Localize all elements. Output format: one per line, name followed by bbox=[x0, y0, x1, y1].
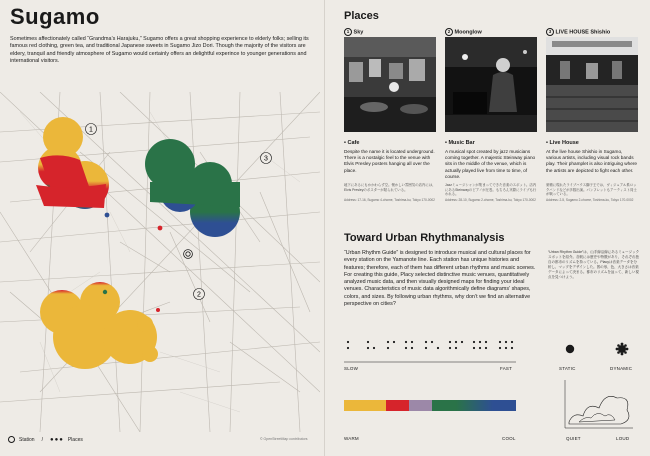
places-heading: Places bbox=[344, 10, 379, 22]
place-number: 1 bbox=[344, 28, 352, 36]
station-legend-icon bbox=[8, 436, 15, 443]
label-slow: SLOW bbox=[344, 366, 359, 371]
legend-separator: / bbox=[41, 436, 43, 443]
rhythm-text: “Urban Rhythm Guide” is designed to introduce musical and cultural places for every station on the Yamanote line. Each station has unique histories and features; therefore, each of them has different urban rhythms and music scenes. For creating this guide, Placy selected distinctive music venues, quantitatively analyzed music data, and then visually designed maps for finding your ideal venues. Characteristics of music data algorithmically define diagrams’ shapes, colors, and sizes. By following urban rhythms, why don’t we find an alternative perspective on cities? bbox=[344, 250, 536, 308]
place-description-jp: Jazzミュージシャンが集まってできた音楽のスポット。店内にあるSteinwayのピアノが圧巻。もちろん実際にライブも行われる。 bbox=[445, 183, 537, 197]
place-description: At the live house Shishio in Sugamo, various artists, including visual rock bands play. Their phamplet is also intriguing where the artists are depicted to fight each other. bbox=[546, 149, 638, 173]
tempo-scale bbox=[344, 338, 516, 372]
color-scale-bar bbox=[344, 400, 516, 411]
label-dynamic: DYNAMIC bbox=[610, 366, 633, 371]
place-description: Despite the name it is located underground. There is a nostalgic feel to the venue with Elvis Presley posters hanging all over the place. bbox=[344, 149, 435, 173]
svg-text:1: 1 bbox=[89, 126, 93, 134]
place-number: 3 bbox=[546, 28, 554, 36]
place-address: Address: 17-16, Sugamo 4-chome, Toshima-ku, Tokyo 170-0002 bbox=[344, 198, 435, 202]
dynamics-scale bbox=[560, 340, 640, 360]
tempo-dots bbox=[347, 341, 513, 349]
page-divider bbox=[324, 0, 325, 456]
svg-text:3: 3 bbox=[264, 155, 268, 163]
place-title bbox=[546, 28, 638, 36]
place-address: Address: 28-10, Sugamo 2-chome, Toshima-ku, Tokyo 170-0002 bbox=[445, 198, 536, 202]
place-number: 2 bbox=[445, 28, 453, 36]
svg-text:2: 2 bbox=[197, 291, 201, 299]
place-card-moonglow bbox=[445, 28, 537, 202]
map-legend bbox=[8, 436, 83, 443]
place-address: Address: 2-5, Sugamo 2-chome, Toshima-ku, Tokyo 170-0002 bbox=[546, 198, 634, 202]
label-quiet: QUIET bbox=[566, 436, 581, 441]
legend-places: Places bbox=[67, 436, 83, 443]
place-description-jp: 巣鴨に現れたライブハウス獅子王では、ヴィジュアル系ロックバンドなどが多数出演。パンフレットもアーティスト同士が戦っている。 bbox=[546, 183, 637, 197]
place-card-live-house bbox=[546, 28, 638, 202]
venue-shape-1 bbox=[36, 117, 109, 217]
marker-1 bbox=[86, 124, 97, 135]
place-card-sky bbox=[344, 28, 436, 202]
places-legend-icon: ●●● bbox=[49, 436, 64, 443]
place-category: • Live House bbox=[546, 140, 579, 146]
label-loud: LOUD bbox=[616, 436, 630, 441]
rhythm-text-jp: “Urban Rhythm Guide”は、山手線沿線にあるミュージックスポットを紹介。各駅には歴史や特徴があり、それぞれ独自の都市のリズムを持っている。Placyは音楽データを分析し、マップをデザインした。図の形、色、大きさは音楽データによって決まる。都市のリズムを辿って、新しい視点を見つけよう。 bbox=[548, 250, 640, 279]
rhythm-heading: Toward Urban Rhythmanalysis bbox=[344, 232, 505, 244]
dynamic-burst-icon bbox=[616, 343, 629, 356]
place-category: • Music Bar bbox=[445, 140, 475, 146]
station-icon bbox=[184, 250, 193, 259]
sugamo-map bbox=[0, 92, 320, 432]
place-title bbox=[344, 28, 436, 36]
label-fast: FAST bbox=[500, 366, 513, 371]
volume-outline-icon bbox=[569, 396, 629, 424]
place-name: Sky bbox=[353, 29, 364, 36]
venue-shape-3 bbox=[145, 139, 240, 237]
intro-text: Sometimes affectionately called “Grandma’s Harajuku,” Sugamo offers a great shopping experience to elderly folks; selling its famous red clothing, green tea, and traditional Japanese sweets in Sugamo Jizo Dori. Though the majority of the visitors are eldery, tranquil and friendly atmosphere of Sugamo would certainly offers an delightful experince to younger generations and international visitors. bbox=[10, 36, 309, 65]
label-cool: COOL bbox=[502, 436, 516, 441]
photo-cafe bbox=[344, 37, 436, 132]
place-name: LIVE HOUSE Shishio bbox=[555, 29, 611, 36]
photo-live-house bbox=[546, 37, 638, 132]
place-description: A musical spot created by jazz musicians coming together. A majestic Steinway piano sits in the middle of the venue, which is actually played live from time to time, of course. bbox=[445, 149, 536, 179]
label-static: STATIC bbox=[559, 366, 576, 371]
map-credit: © OpenStreetMap contributors bbox=[260, 437, 308, 441]
venue-shape-2 bbox=[40, 282, 160, 369]
legend-station: Station bbox=[19, 436, 35, 443]
label-warm: WARM bbox=[344, 436, 359, 441]
place-name: Moonglow bbox=[454, 29, 482, 36]
place-category: • Cafe bbox=[344, 140, 360, 146]
place-description-jp: 地下にあるにもかかわらず空。懐かしい雰囲気の店内には、Elvis Presleyのポスターが貼られている。 bbox=[344, 183, 436, 192]
marker-3 bbox=[261, 153, 272, 164]
static-dot-icon bbox=[566, 345, 574, 353]
volume-scale bbox=[555, 376, 635, 432]
marker-2 bbox=[194, 289, 205, 300]
place-title bbox=[445, 28, 537, 36]
page-title: Sugamo bbox=[10, 4, 100, 29]
photo-music-bar bbox=[445, 37, 537, 132]
